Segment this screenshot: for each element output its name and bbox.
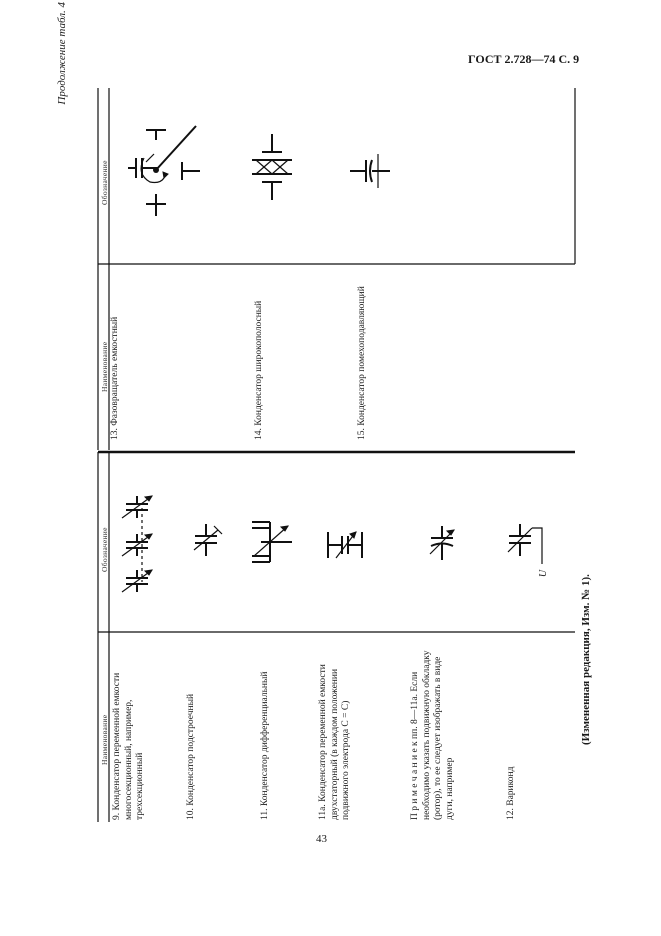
rotor-arc-capacitor-symbol (422, 522, 462, 566)
row-9-name: 9. Конденсатор переменной емкости многосекционный, например, трехсекционный (112, 672, 145, 820)
right-name-column-header: Наименование (100, 341, 109, 392)
row-11-name: 11. Конденсатор дифференциальный (260, 671, 270, 820)
document-header: ГОСТ 2.728—74 С. 9 (468, 52, 580, 66)
note-8-11a: П р и м е ч а н и е к пп. 8—11а. Если необходимо указать подвижную обкладку (ротор), то ее следует изображать в виде дуги, например (410, 650, 455, 820)
table-caption: Продолжение табл. 4 (56, 2, 68, 105)
row-14-name: 14. Конденсатор широкополосный (254, 300, 264, 440)
row-11a-name: 11а. Конденсатор переменной емкости двухстаторный (в каждом положении подвижного электрода С = С) (318, 664, 351, 820)
broadband-capacitor-symbol (248, 130, 300, 204)
row-12-name: 12. Вариконд (506, 766, 516, 820)
multisection-capacitor-symbol (112, 478, 162, 608)
varicond-u-label: U (538, 569, 550, 578)
trimmer-capacitor-symbol (186, 520, 226, 564)
row-15-name: 15. Конденсатор помехоподавляющий (357, 286, 367, 440)
row-10-name: 10. Конденсатор подстроечный (186, 693, 196, 820)
left-name-column-header: Наименование (100, 714, 109, 765)
suppression-capacitor-symbol (348, 150, 394, 192)
row-13-name: 13. Фазовращатель емкостный (110, 316, 120, 440)
capacitive-phase-shifter-symbol (124, 118, 208, 222)
page-number: 43 (316, 833, 327, 845)
two-stator-capacitor-symbol (322, 528, 372, 564)
left-designation-column-header: Обозначение (100, 527, 109, 572)
right-designation-column-header: Обозначение (100, 160, 109, 205)
amendment-note: (Измененная редакция, Изм. № 1). (580, 574, 592, 745)
differential-capacitor-symbol (248, 512, 296, 572)
